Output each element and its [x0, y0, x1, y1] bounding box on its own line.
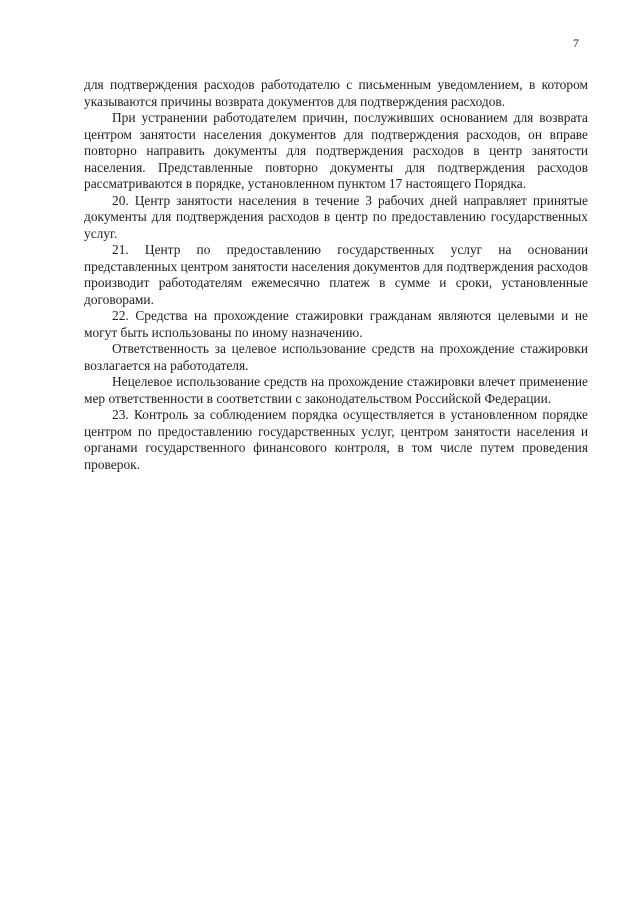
page-number: 7 [573, 36, 579, 50]
paragraph-continuation: для подтверждения расходов работодателю с письменным уведомлением, в котором указываются причины возврата документов для подтверждения расходов. [84, 77, 588, 109]
paragraph-item-21: 21. Центр по предоставлению государственных услуг на основании представленных центром занятости населения документов для подтверждения расходов производит работодателям ежемесячно платеж в сумме и сроки, установленные договорами. [84, 242, 588, 307]
paragraph-misuse: Нецелевое использование средств на прохождение стажировки влечет применение мер ответственности в соответствии с законодательством Российской Федерации. [84, 374, 588, 406]
paragraph-item-20: 20. Центр занятости населения в течение 3 рабочих дней направляет принятые документы для подтверждения расходов в центр по предоставлению государственных услуг. [84, 192, 588, 241]
paragraph-item-23: 23. Контроль за соблюдением порядка осуществляется в установленном порядке центром по предоставлению государственных услуг, центром занятости населения и органами государственного финансового контроля, в том числе путем проведения проверок. [84, 407, 588, 472]
paragraph-item-22: 22. Средства на прохождение стажировки гражданам являются целевыми и не могут быть использованы по иному назначению. [84, 308, 588, 340]
paragraph-responsibility: Ответственность за целевое использование средств на прохождение стажировки возлагается на работодателя. [84, 341, 588, 373]
paragraph-resubmission: При устранении работодателем причин, послуживших основанием для возврата центром занятости населения документов для подтверждения расходов, он вправе повторно направить документы для подтверждения расходов в центр занятости населения. Представленные повторно документы для подтверждения расходов рассматриваются в порядке, установленном пунктом 17 настоящего Порядка. [84, 110, 588, 191]
document-body [84, 77, 588, 473]
